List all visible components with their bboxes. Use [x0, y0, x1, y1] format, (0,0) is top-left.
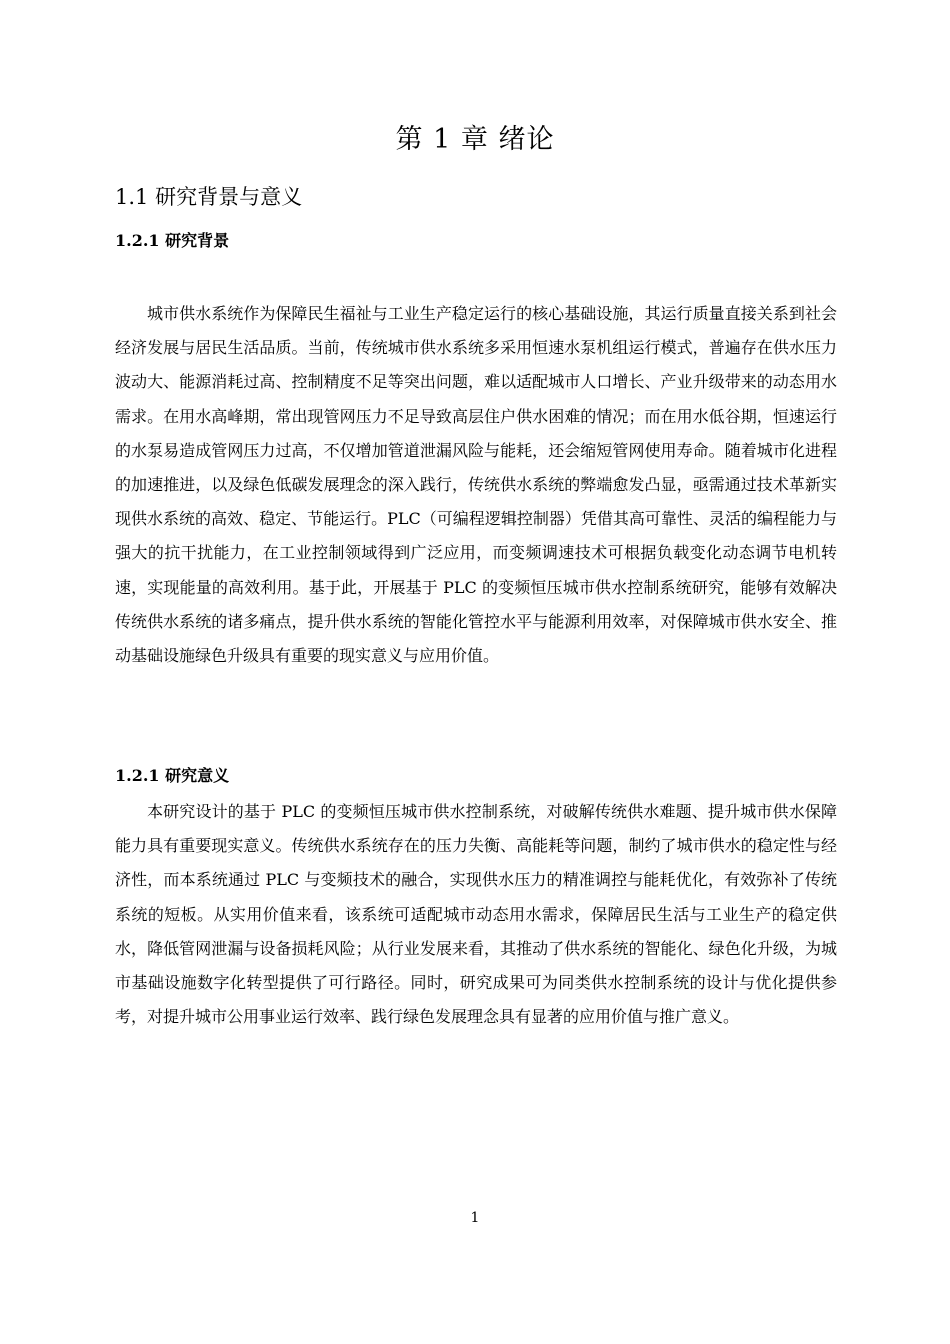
subsection-heading-significance: 1.2.1 研究意义 [115, 766, 230, 785]
paragraph-significance: 本研究设计的基于 PLC 的变频恒压城市供水控制系统，对破解传统供水难题、提升城市供水保障能力具有重要现实意义。传统供水系统存在的压力失衡、高能耗等问题，制约了城市供水的稳定性与经济性，而本系统通过 PLC 与变频技术的融合，实现供水压力的精准调控与能耗优化，有效弥补了传统系统的短板。从实用价值来看，该系统可适配城市动态用水需求，保障居民生活与工业生产的稳定供水，降低管网泄漏与设备损耗风险；从行业发展来看，其推动了供水系统的智能化、绿色化升级，为城市基础设施数字化转型提供了可行路径。同时，研究成果可为同类供水控制系统的设计与优化提供参考，对提升城市公用事业运行效率、践行绿色发展理念具有显著的应用价值与推广意义。 [115, 802, 837, 1027]
paragraph-background: 城市供水系统作为保障民生福祉与工业生产稳定运行的核心基础设施，其运行质量直接关系到社会经济发展与居民生活品质。当前，传统城市供水系统多采用恒速水泵机组运行模式，普遍存在供水压力波动大、能源消耗过高、控制精度不足等突出问题，难以适配城市人口增长、产业升级带来的动态用水需求。在用水高峰期，常出现管网压力不足导致高层住户供水困难的情况；而在用水低谷期，恒速运行的水泵易造成管网压力过高，不仅增加管道泄漏风险与能耗，还会缩短管网使用寿命。随着城市化进程的加速推进，以及绿色低碳发展理念的深入践行，传统供水系统的弊端愈发凸显，亟需通过技术革新实现供水系统的高效、稳定、节能运行。PLC（可编程逻辑控制器）凭借其高可靠性、灵活的编程能力与强大的抗干扰能力，在工业控制领域得到广泛应用，而变频调速技术可根据负载变化动态调节电机转速，实现能量的高效利用。基于此，开展基于 PLC 的变频恒压城市供水控制系统研究，能够有效解决传统供水系统的诸多痛点，提升供水系统的智能化管控水平与能源利用效率，对保障城市供水安全、推动基础设施绿色升级具有重要的现实意义与应用价值。 [115, 304, 837, 666]
page-number: 1 [470, 1210, 480, 1226]
chapter-title: 第 1 章 绪论 [395, 124, 555, 155]
section-heading: 1.1 研究背景与意义 [115, 185, 303, 209]
subsection-heading-background: 1.2.1 研究背景 [115, 231, 230, 250]
